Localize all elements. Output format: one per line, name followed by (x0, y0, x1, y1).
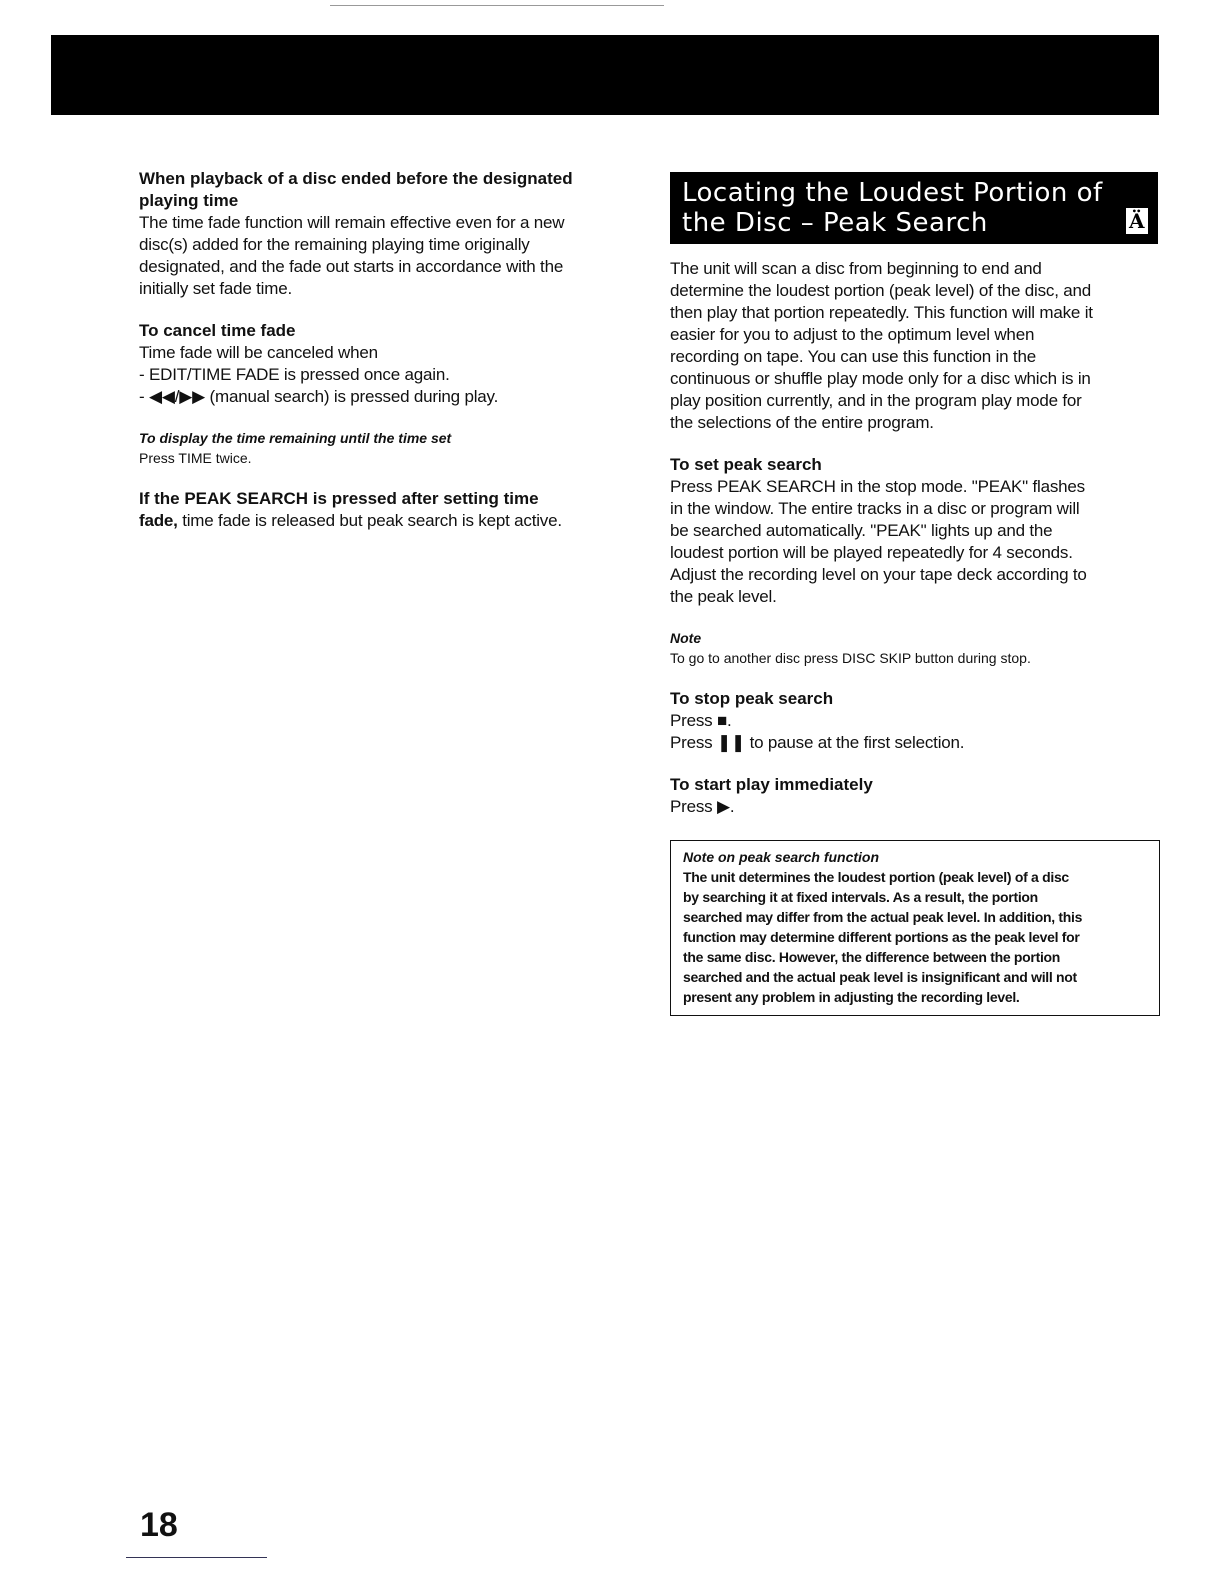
text-line: determine the loudest portion (peak level) of the disc, and (670, 281, 1092, 300)
text-line: disc(s) added for the remaining playing time originally (139, 235, 530, 254)
text-line: continuous or shuffle play mode only for a disc which is in (670, 369, 1091, 388)
heading-stop-peak-search: To stop peak search (670, 689, 834, 708)
heading-note: Note (670, 630, 702, 646)
text-line: searched and the actual peak level is insignificant and will not (683, 969, 1077, 985)
heading-set-peak-search: To set peak search (670, 455, 822, 474)
text-line: Press PEAK SEARCH in the stop mode. "PEAK" flashes (670, 477, 1085, 496)
text-line: The time fade function will remain effective even for a new (139, 213, 565, 232)
text-line: Time fade will be canceled when (139, 343, 378, 362)
text-line: - EDIT/TIME FADE is pressed once again. (139, 365, 450, 384)
text-line: - ◀◀/▶▶ (manual search) is pressed during play. (139, 387, 499, 406)
note-box (670, 840, 1160, 1016)
text-line: Press ▶. (670, 797, 735, 816)
right-column (670, 168, 1162, 1016)
text-line: by searching it at fixed intervals. As a result, the portion (683, 889, 1038, 905)
text-line: To go to another disc press DISC SKIP button during stop. (670, 650, 1031, 666)
bold-fade: fade, (139, 511, 178, 530)
heading-playback-ended: When playback of a disc ended before the designated (139, 169, 573, 188)
section-title (670, 172, 1158, 244)
text-line: easier for you to adjust to the optimum level when (670, 325, 1035, 344)
text-line: loudest portion will be played repeatedly for 4 seconds. (670, 543, 1073, 562)
text-line: the same disc. However, the difference between the portion (683, 949, 1061, 965)
page-number: 18 (140, 1506, 178, 1544)
note-box-heading: Note on peak search function (683, 849, 880, 865)
text-fade-released: time fade is released but peak search is kept active. (177, 511, 562, 530)
left-column (139, 168, 629, 532)
text-line: Adjust the recording level on your tape deck according to (670, 565, 1087, 584)
header-band (51, 35, 1159, 115)
text-line: The unit determines the loudest portion (peak level) of a disc (683, 869, 1069, 885)
text-line: function may determine different portions as the peak level for (683, 929, 1080, 945)
text-line (139, 510, 629, 532)
text-line: Press TIME twice. (139, 450, 252, 466)
heading-peak-search-pressed: If the PEAK SEARCH is pressed after setting time (139, 489, 539, 508)
section-title-line-2: the Disc – Peak Search (682, 208, 988, 238)
text-line: designated, and the fade out starts in accordance with the (139, 257, 564, 276)
text-line: The unit will scan a disc from beginning to end and (670, 259, 1042, 278)
heading-start-play: To start play immediately (670, 775, 873, 794)
text-line: the peak level. (670, 587, 777, 606)
text-line: present any problem in adjusting the recording level. (683, 989, 1020, 1005)
text-line: the selections of the entire program. (670, 413, 934, 432)
heading-playback-ended-2: playing time (139, 191, 239, 210)
section-title-line-1: Locating the Loudest Portion of (682, 178, 1103, 208)
text-line: then play that portion repeatedly. This function will make it (670, 303, 1093, 322)
top-rule (330, 5, 664, 6)
text-line: searched may differ from the actual peak level. In addition, this (683, 909, 1083, 925)
text-line: initially set fade time. (139, 279, 292, 298)
bottom-rule (126, 1557, 267, 1558)
text-line: Press ❚❚ to pause at the first selection. (670, 733, 965, 752)
text-line: Press ■. (670, 711, 732, 730)
text-line: play position currently, and in the program play mode for (670, 391, 1082, 410)
manual-section-icon: Ä (1126, 208, 1148, 234)
text-line: in the window. The entire tracks in a disc or program will (670, 499, 1080, 518)
text-line: recording on tape. You can use this function in the (670, 347, 1036, 366)
heading-display-time: To display the time remaining until the time set (139, 430, 452, 446)
heading-cancel-time-fade: To cancel time fade (139, 321, 296, 340)
text-line: be searched automatically. "PEAK" lights up and the (670, 521, 1053, 540)
